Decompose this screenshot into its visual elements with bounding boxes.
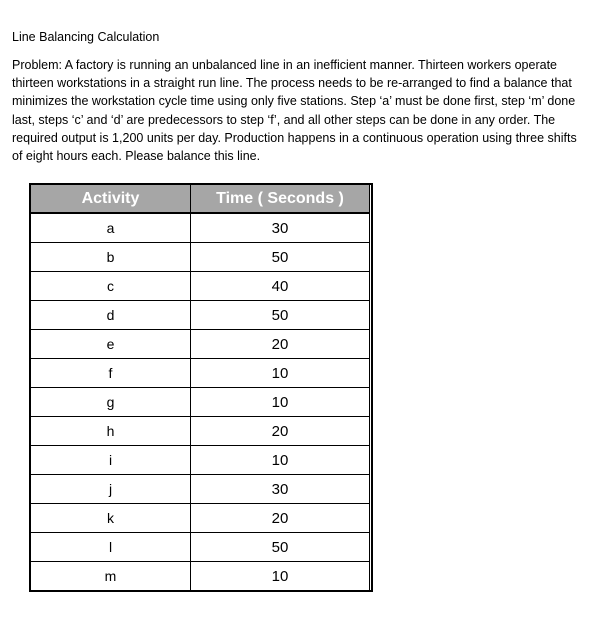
activity-time-table — [30, 184, 370, 591]
time-cell: 10 — [191, 562, 370, 591]
time-cell: 10 — [191, 446, 370, 475]
table-row — [31, 417, 370, 446]
activity-cell: m — [31, 562, 191, 591]
time-cell: 10 — [191, 388, 370, 417]
table-row — [31, 330, 370, 359]
activity-cell: f — [31, 359, 191, 388]
time-cell: 50 — [191, 533, 370, 562]
time-cell: 40 — [191, 272, 370, 301]
activity-cell: h — [31, 417, 191, 446]
page-title: Line Balancing Calculation — [12, 30, 160, 44]
activity-cell: j — [31, 475, 191, 504]
problem-line: last, steps ‘c’ and ‘d’ are predecessors to step ‘f’, and all other steps can be done in any order. The — [12, 112, 556, 127]
activity-cell: c — [31, 272, 191, 301]
activity-cell: l — [31, 533, 191, 562]
problem-line: required output is 1,200 units per day. Production happens in a continuous operation using three shifts — [12, 130, 577, 145]
table-row — [31, 446, 370, 475]
time-cell: 50 — [191, 243, 370, 272]
problem-line: minimizes the workstation cycle time using only five stations. Step ‘a’ must be done first, step ‘m’ done — [12, 94, 576, 109]
problem-line: of eight hours each. Please balance this line. — [12, 149, 261, 164]
column-header-time: Time ( Seconds ) — [191, 185, 370, 214]
activity-cell: k — [31, 504, 191, 533]
table-row — [31, 504, 370, 533]
activity-cell: a — [31, 213, 191, 243]
activity-cell: d — [31, 301, 191, 330]
table-row — [31, 562, 370, 591]
activity-cell: b — [31, 243, 191, 272]
problem-statement — [12, 56, 597, 165]
time-cell: 20 — [191, 330, 370, 359]
table-row — [31, 301, 370, 330]
time-cell: 20 — [191, 504, 370, 533]
activity-cell: g — [31, 388, 191, 417]
time-cell: 30 — [191, 475, 370, 504]
time-cell: 30 — [191, 213, 370, 243]
time-cell: 50 — [191, 301, 370, 330]
table-row — [31, 213, 370, 243]
problem-line: thirteen workstations in a straight run line. The process needs to be re-arranged to find a balance that — [12, 76, 572, 91]
table-row — [31, 533, 370, 562]
time-cell: 20 — [191, 417, 370, 446]
table-row — [31, 388, 370, 417]
activity-cell: i — [31, 446, 191, 475]
problem-line: Problem: A factory is running an unbalanced line in an inefficient manner. Thirteen workers operate — [12, 58, 558, 72]
table-row — [31, 475, 370, 504]
table-row — [31, 272, 370, 301]
activity-cell: e — [31, 330, 191, 359]
column-header-activity: Activity — [31, 185, 191, 214]
table-header-row — [31, 185, 370, 214]
table-row — [31, 359, 370, 388]
time-cell: 10 — [191, 359, 370, 388]
table-row — [31, 243, 370, 272]
